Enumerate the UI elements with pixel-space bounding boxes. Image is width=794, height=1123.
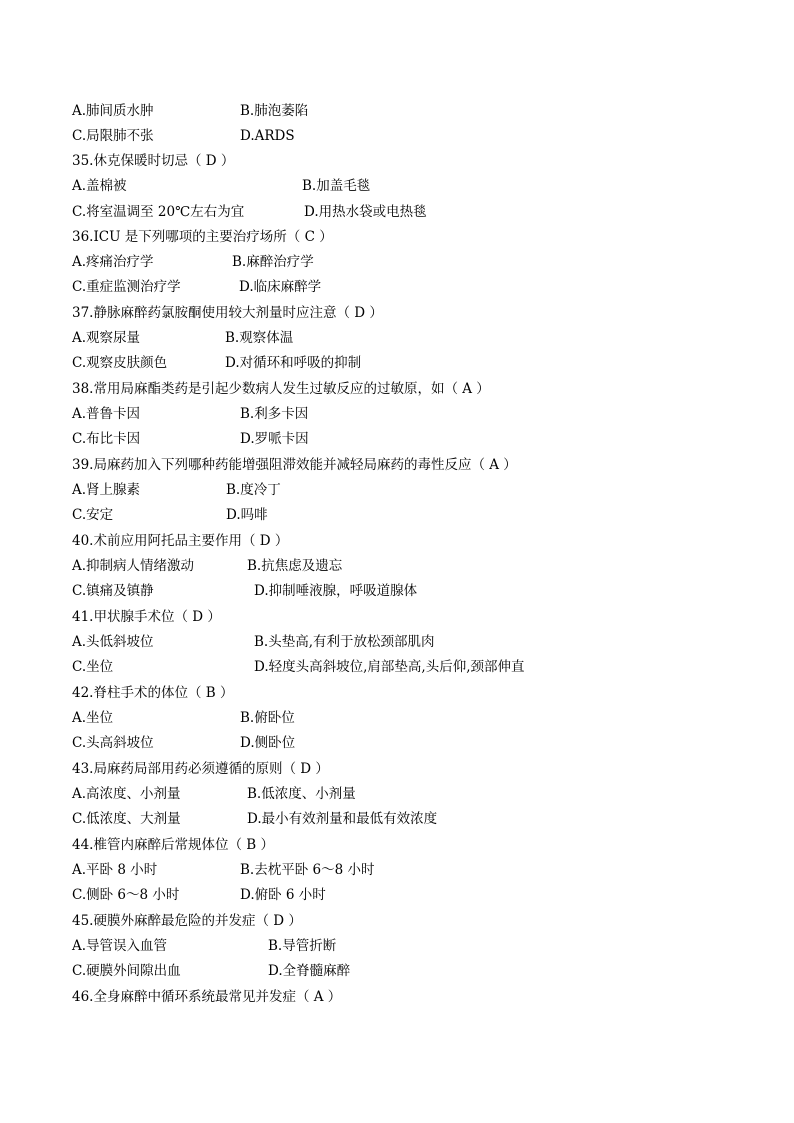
option-a: A.肺间质水肿: [72, 103, 154, 119]
option-c: C.头高斜坡位: [72, 735, 154, 751]
option-c: C.局限肺不张: [72, 128, 154, 144]
option-d: D.罗哌卡因: [240, 431, 309, 447]
question-45: 45.硬膜外麻醉最危险的并发症（ D ）: [72, 913, 302, 929]
option-a: A.平卧 8 小时: [72, 862, 158, 878]
option-b: B.低浓度、小剂量: [247, 786, 356, 802]
option-a: A.高浓度、小剂量: [72, 786, 181, 802]
option-c: C.镇痛及镇静: [72, 583, 154, 599]
question-37: 37.静脉麻醉药氯胺酮使用较大剂量时应注意（ D ）: [72, 305, 383, 321]
option-c: C.重症监测治疗学: [72, 279, 181, 295]
option-b: B.肺泡萎陷: [240, 103, 309, 119]
option-d: D.吗啡: [226, 507, 268, 523]
option-d: D.全脊髓麻醉: [268, 963, 351, 979]
option-a: A.肾上腺素: [72, 482, 141, 498]
option-c: C.安定: [72, 507, 114, 523]
option-b: B.度冷丁: [226, 482, 281, 498]
option-d: D.抑制唾液腺，呼吸道腺体: [254, 583, 418, 599]
option-c: C.将室温调至 20℃左右为宜: [72, 204, 245, 220]
option-d: D.俯卧 6 小时: [240, 887, 326, 903]
question-40: 40.术前应用阿托品主要作用（ D ）: [72, 533, 289, 549]
option-d: D.临床麻醉学: [239, 279, 322, 295]
question-38: 38.常用局麻酯类药是引起少数病人发生过敏反应的过敏原，如（ A ）: [72, 381, 490, 397]
option-b: B.去枕平卧 6～8 小时: [240, 862, 375, 878]
option-c: C.布比卡因: [72, 431, 141, 447]
option-c: C.低浓度、大剂量: [72, 811, 181, 827]
option-b: B.利多卡因: [240, 406, 309, 422]
option-c: C.硬膜外间隙出血: [72, 963, 181, 979]
option-b: B.麻醉治疗学: [232, 254, 314, 270]
option-c: C.坐位: [72, 659, 114, 675]
question-39: 39.局麻药加入下列哪种药能增强阻滞效能并减轻局麻药的毒性反应（ A ）: [72, 457, 517, 473]
question-36: 36.ICU 是下列哪项的主要治疗场所（ C ）: [72, 229, 333, 245]
question-35: 35.休克保暖时切忌（ D ）: [72, 153, 235, 169]
question-44: 44.椎管内麻醉后常规体位（ B ）: [72, 837, 274, 853]
option-b: B.加盖毛毯: [302, 178, 371, 194]
option-d: D.最小有效剂量和最低有效浓度: [247, 811, 438, 827]
option-b: B.头垫高,有利于放松颈部肌肉: [254, 634, 435, 650]
option-c: C.观察皮肤颜色: [72, 355, 168, 371]
question-46: 46.全身麻醉中循环系统最常见并发症（ A ）: [72, 989, 342, 1005]
option-d: D.ARDS: [240, 128, 295, 144]
option-a: A.导管误入血管: [72, 938, 168, 954]
option-b: B.导管折断: [268, 938, 337, 954]
option-d: D.对循环和呼吸的抑制: [225, 355, 362, 371]
option-a: A.坐位: [72, 710, 114, 726]
option-a: A.疼痛治疗学: [72, 254, 154, 270]
option-a: A.抑制病人情绪激动: [72, 558, 195, 574]
option-c: C.侧卧 6～8 小时: [72, 887, 180, 903]
option-a: A.观察尿量: [72, 330, 141, 346]
option-d: D.侧卧位: [240, 735, 296, 751]
option-a: A.盖棉被: [72, 178, 127, 194]
option-b: B.抗焦虑及遗忘: [247, 558, 343, 574]
option-b: B.俯卧位: [240, 710, 295, 726]
question-43: 43.局麻药局部用药必须遵循的原则（ D ）: [72, 761, 329, 777]
option-a: A.普鲁卡因: [72, 406, 141, 422]
question-41: 41.甲状腺手术位（ D ）: [72, 609, 221, 625]
option-d: D.用热水袋或电热毯: [304, 204, 427, 220]
question-42: 42.脊柱手术的体位（ B ）: [72, 685, 234, 701]
option-d: D.轻度头高斜坡位,肩部垫高,头后仰,颈部伸直: [254, 659, 525, 675]
option-a: A.头低斜坡位: [72, 634, 154, 650]
option-b: B.观察体温: [225, 330, 294, 346]
